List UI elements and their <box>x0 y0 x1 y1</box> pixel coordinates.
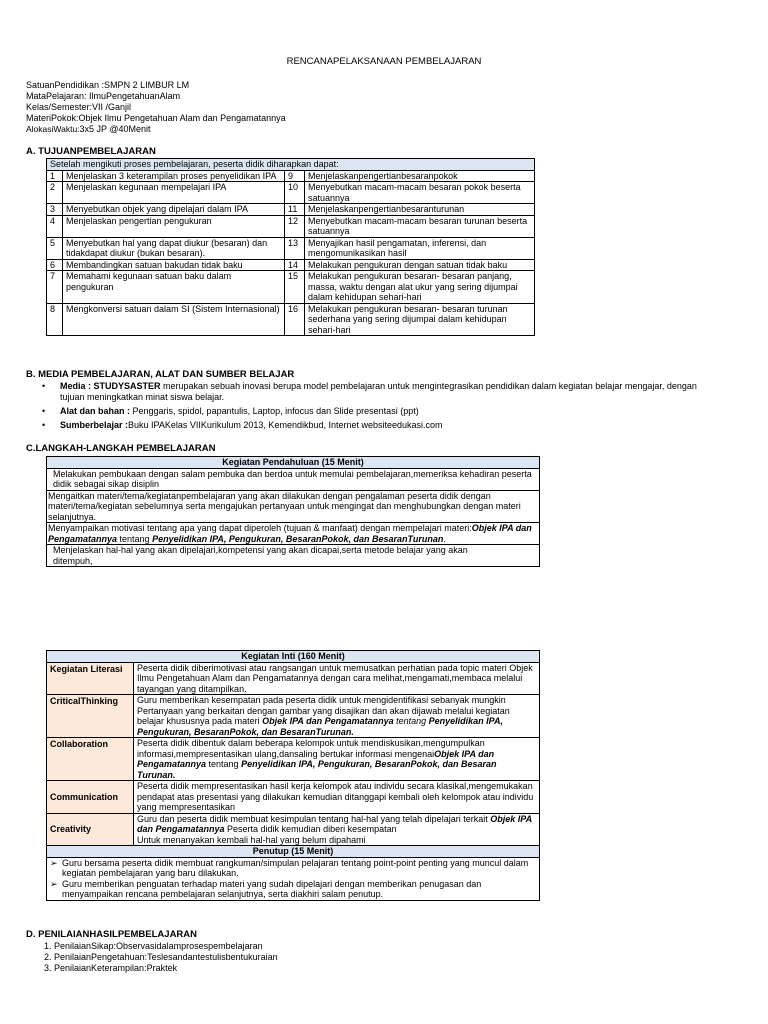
collaboration-label: Collaboration <box>47 738 134 781</box>
tujuan-text: Menjelaskanpengertianbesaranturunan <box>305 204 535 216</box>
tujuan-text: Menjelaskan pengertian pengukuran <box>63 215 285 237</box>
tujuan-text: Membandingkan satuan bakudan tidak baku <box>63 259 285 271</box>
tujuan-text: Melakukan pengukuran besaran- besaran panjang, massa, waktu dengan alat ukur yang sering dijumpai dalam kehidupan sehari-hari <box>305 271 535 304</box>
tujuan-text: Mengkonversi satuan dalam SI (Sistem Internasional) <box>63 303 285 336</box>
tujuan-text: Menjelaskanpengertianbesaranpokok <box>305 170 535 182</box>
section-a-heading: A. TUJUANPEMBELAJARAN <box>26 146 156 157</box>
page-title: RENCANAPELAKSANAAN PEMBELAJARAN <box>286 56 482 67</box>
tujuan-intro: Setelah mengikuti proses pembelajaran, peserta didik diharapkan dapat: <box>47 159 535 171</box>
tujuan-row <box>47 215 535 237</box>
tujuan-number: 3 <box>47 204 63 216</box>
arrow-bullet-icon: ➢ <box>50 878 58 889</box>
satuan-pendidikan: SatuanPendidikan :SMPN 2 LIMBUR LM <box>26 80 190 90</box>
communication-text: Peserta didik mempresentasikan hasil kerja kelompok atau individu secara klasikal,mengemukakan pendapat atas presentasi yang dilakukan kemudian ditanggapi kembali oleh kelompok atau individu yang mempresentasikan <box>134 781 540 814</box>
identity-block <box>26 80 286 135</box>
media-list <box>26 381 761 431</box>
communication-label: Communication <box>47 781 134 814</box>
tujuan-number: 8 <box>47 303 63 336</box>
penutup-item-2: ➢ Guru memberikan penguatan terhadap materi yang sudah dipelajari dengan memberikan penugasan dan menyampaikan rencana pembelajaran selanjutnya, serta diakhiri salam penutup. <box>50 878 482 899</box>
penutup-header: Penutup (15 Menit) <box>47 846 540 858</box>
tujuan-row <box>47 204 535 216</box>
tujuan-number: 7 <box>47 271 63 304</box>
sumber-belajar-item: • Sumberbelajar :Buku IPAKelas VIIKurikulum 2013, Kemendikbud, Internet websiteedukasi.com <box>42 420 443 430</box>
tujuan-text: Menyebutkan macam-macam besaran turunan beserta satuannya <box>305 215 535 237</box>
tujuan-number: 12 <box>285 215 305 237</box>
kelas-semester: Kelas/Semester:VII /Ganjil <box>26 102 132 112</box>
tujuan-row <box>47 182 535 204</box>
inti-table <box>46 650 540 901</box>
tujuan-number: 2 <box>47 182 63 204</box>
penilaian-item: 2. PenilaianPengetahuan:Teslesandantestulisbentukuraian <box>44 952 278 962</box>
tujuan-text: Melakukan pengukuran besaran- besaran turunan sederhana yang sering dijumpai dalam kehidupan sehari-hari <box>305 303 535 336</box>
alokasi-waktu <box>26 124 286 135</box>
tujuan-text: Menjelaskan kegunaan mempelajari IPA <box>63 182 285 204</box>
tujuan-text: Menyebutkan objek yang dipelajari dalam IPA <box>63 204 285 216</box>
creativity-text: Guru dan peserta didik membuat kesimpulan tentang hal-hal yang telah dipelajari terkait Objek IPA dan Pengamatannya Peserta didik kemudian diberi kesempatan Untuk menanyakan kembali hal-hal yang belum dipahami <box>134 813 540 846</box>
penutup-item-1: ➢ Guru bersama peserta didik membuat rangkuman/simpulan pelajaran tentang point-point penting yang muncul dalam kegiatan pembelajaran yang baru dilakukan. <box>50 857 529 878</box>
penilaian-item: 3. PenilaianKeterampilan:Praktek <box>44 963 178 973</box>
tujuan-text: Menyebutkan hal yang dapat diukur (besaran) dan tidakdapat diukur (bukan besaran). <box>63 237 285 259</box>
tujuan-row <box>47 259 535 271</box>
tujuan-number: 13 <box>285 237 305 259</box>
tujuan-text: Memahami kegunaan satuan baku dalam pengukuran <box>63 271 285 304</box>
critical-thinking-label: CriticalThinking <box>47 695 134 738</box>
pendahuluan-header: Kegiatan Pendahuluan (15 Menit) <box>47 457 540 469</box>
alokasi-value: 3x5 JP @40Menit <box>79 124 151 134</box>
penilaian-item: 1. PenilaianSikap:Observasidalamprosespembelajaran <box>44 941 263 951</box>
tujuan-number: 6 <box>47 259 63 271</box>
penutup-items <box>47 857 540 900</box>
tujuan-text: Melakukan pengukuran dengan satuan tidak baku <box>305 259 535 271</box>
pendahuluan-table <box>46 456 540 567</box>
arrow-bullet-icon: ➢ <box>50 857 58 868</box>
tujuan-number: 4 <box>47 215 63 237</box>
literasi-label: Kegiatan Literasi <box>47 662 134 695</box>
section-c-heading: C.LANGKAH-LANGKAH PEMBELAJARAN <box>26 443 216 454</box>
section-b-heading: B. MEDIA PEMBELAJARAN, ALAT DAN SUMBER BELAJAR <box>26 369 295 380</box>
critical-thinking-text: Guru memberikan kesempatan pada peserta didik untuk mengidentifikasi sebanyak mungkin Pertanyaan yang berkaitan dengan gambar yang disajikan dan akan dijawab melalui kegiatan belajar khususnya pada materi Objek IPA dan Pengamatannya tentang Penyelidikan IPA, Pengukuran, BesaranPokok, dan BesaranTurunan. <box>134 695 540 738</box>
tujuan-text: Menyajikan hasil pengamatan, inferensi, dan mengomunikasikan hasil <box>305 237 535 259</box>
tujuan-number: 9 <box>285 170 305 182</box>
tujuan-text: Menyebutkan macam-macam besaran pokok beserta satuannya <box>305 182 535 204</box>
tujuan-number: 1 <box>47 170 63 182</box>
pendahuluan-step-4: Menjelaskan hal-hal yang akan dipelajari,kompetensi yang akan dicapai,serta metode belajar yang akan ditempuh, <box>47 545 540 567</box>
materi-pokok: MateriPokok:Objek Ilmu Pengetahuan Alam dan Pengamatannya <box>26 113 286 123</box>
pendahuluan-step-2: Mengaitkan materi/tema/kegiatanpembelajaran yang akan dilakukan dengan pengalaman peserta didik dengan materi/tema/kegiatan sebelumnya serta mengajukan pertanyaan untuk mengingat dan menghubungkan dengan materi selanjutnya. <box>47 490 540 523</box>
collaboration-text: Peserta didik dibentuk dalam beberapa kelompok untuk mendiskusikan,mengumpulkan informasi,mempresentasikan ulang,dansaling bertukar informasi mengenaiObjek IPA dan Pengamatannya tentang Penyelidikan IPA, Pengukuran, BesaranPokok, dan Besaran Turunan. <box>134 738 540 781</box>
tujuan-text: Menjelaskan 3 keterampilan proses penyelidikan IPA <box>63 170 285 182</box>
mata-pelajaran: MataPelajaran: IlmuPengetahuanAlam <box>26 91 181 101</box>
inti-header: Kegiatan Inti (160 Menit) <box>47 651 540 663</box>
tujuan-number: 10 <box>285 182 305 204</box>
literasi-text: Peserta didik diberimotivasi atau rangsangan untuk memusatkan perhatian pada topic materi Objek Ilmu Pengetahuan Alam dan Pengamatannya dengan cara melihat,mengamati,membaca melalui tayangan yang ditampilkan. <box>134 662 540 695</box>
tujuan-row <box>47 237 535 259</box>
tujuan-number: 11 <box>285 204 305 216</box>
tujuan-number: 14 <box>285 259 305 271</box>
tujuan-table <box>46 158 535 336</box>
pendahuluan-step-1: Melakukan pembukaan dengan salam pembuka dan berdoa untuk memulai pembelajaran,memeriksa kehadiran peserta didik sebagai sikap disiplin <box>47 468 540 490</box>
creativity-label: Creativity <box>47 813 134 846</box>
tujuan-row <box>47 170 535 182</box>
tujuan-number: 16 <box>285 303 305 336</box>
tujuan-number: 15 <box>285 271 305 304</box>
pendahuluan-step-3: Menyampaikan motivasi tentang apa yang dapat diperoleh (tujuan & manfaat) dengan mempelajari materi:Objek IPA dan Pengamatannya tentang Penyelidikan IPA, Pengukuran, BesaranPokok, dan BesaranTurunan. <box>47 523 540 545</box>
penilaian-list <box>44 941 278 974</box>
alat-bahan-item: • Alat dan bahan : Penggaris, spidol, papantulis, Laptop, infocus dan Slide presentasi (ppt) <box>42 406 419 416</box>
alokasi-label: AlokasiWaktu: <box>26 124 80 134</box>
tujuan-number: 5 <box>47 237 63 259</box>
media-item: • Media : STUDYSASTER merupakan sebuah inovasi berupa model pembelajaran untuk mengintegrasikan pendidikan dalam kegiatan belajar mengajar, dengan tujuan meningkatkan minat siswa belajar. <box>42 381 697 402</box>
tujuan-row <box>47 303 535 336</box>
tujuan-row <box>47 271 535 304</box>
section-d-heading: D. PENILAIANHASILPEMBELAJARAN <box>26 929 198 940</box>
